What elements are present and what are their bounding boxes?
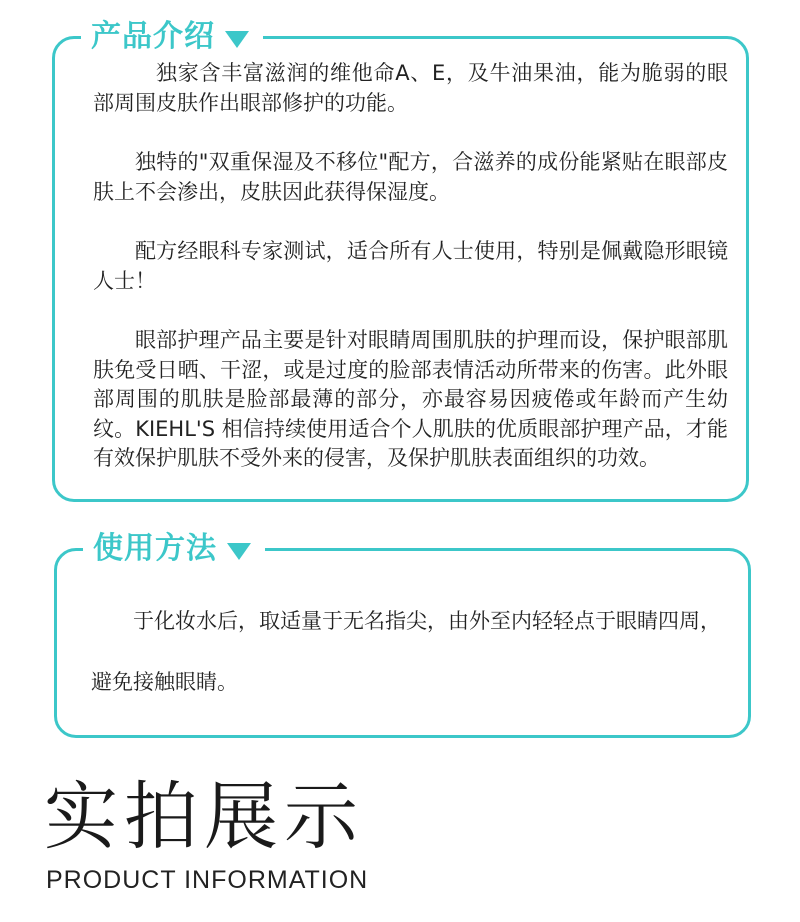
usage-text: 于化妆水后，取适量于无名指尖，由外至内轻轻点于眼睛四周，避免接触眼睛。 [91,609,721,694]
usage-heading [83,527,265,571]
intro-paragraph: 配方经眼科专家测试，适合所有人士使用，特别是佩戴隐形眼镜人士！ [93,239,728,293]
usage-body [91,591,721,713]
triangle-down-icon [227,543,251,560]
usage-title: 使用方法 [93,531,217,566]
product-intro-title: 产品介绍 [91,19,215,54]
product-intro-heading [81,15,263,59]
product-intro-body [93,59,728,499]
product-intro-section [52,19,749,502]
triangle-down-icon [225,31,249,48]
showcase-subtitle: PRODUCT INFORMATION [46,866,369,894]
intro-paragraph: 独特的"双重保湿及不移位"配方，合滋养的成份能紧贴在眼部皮肤上不会渗出，皮肤因此获得保湿度。 [93,150,728,204]
intro-paragraph: 独家含丰富滋润的维他命A、E，及牛油果油，能为脆弱的眼部周围皮肤作出眼部修护的功能。 [93,61,728,115]
showcase-title: 实拍展示 [44,774,364,860]
intro-paragraph: 眼部护理产品主要是针对眼睛周围肌肤的护理而设，保护眼部肌肤免受日晒、干涩，或是过度的脸部表情活动所带来的伤害。此外眼部周围的肌肤是脸部最薄的部分，亦最容易因疲倦或年龄而产生幼纹。KIEHL'S 相信持续使用适合个人肌肤的优质眼部护理产品，才能有效保护肌肤不受外来的侵害，及保护肌肤表面组织的功效。 [93,328,728,470]
usage-section [54,531,751,738]
